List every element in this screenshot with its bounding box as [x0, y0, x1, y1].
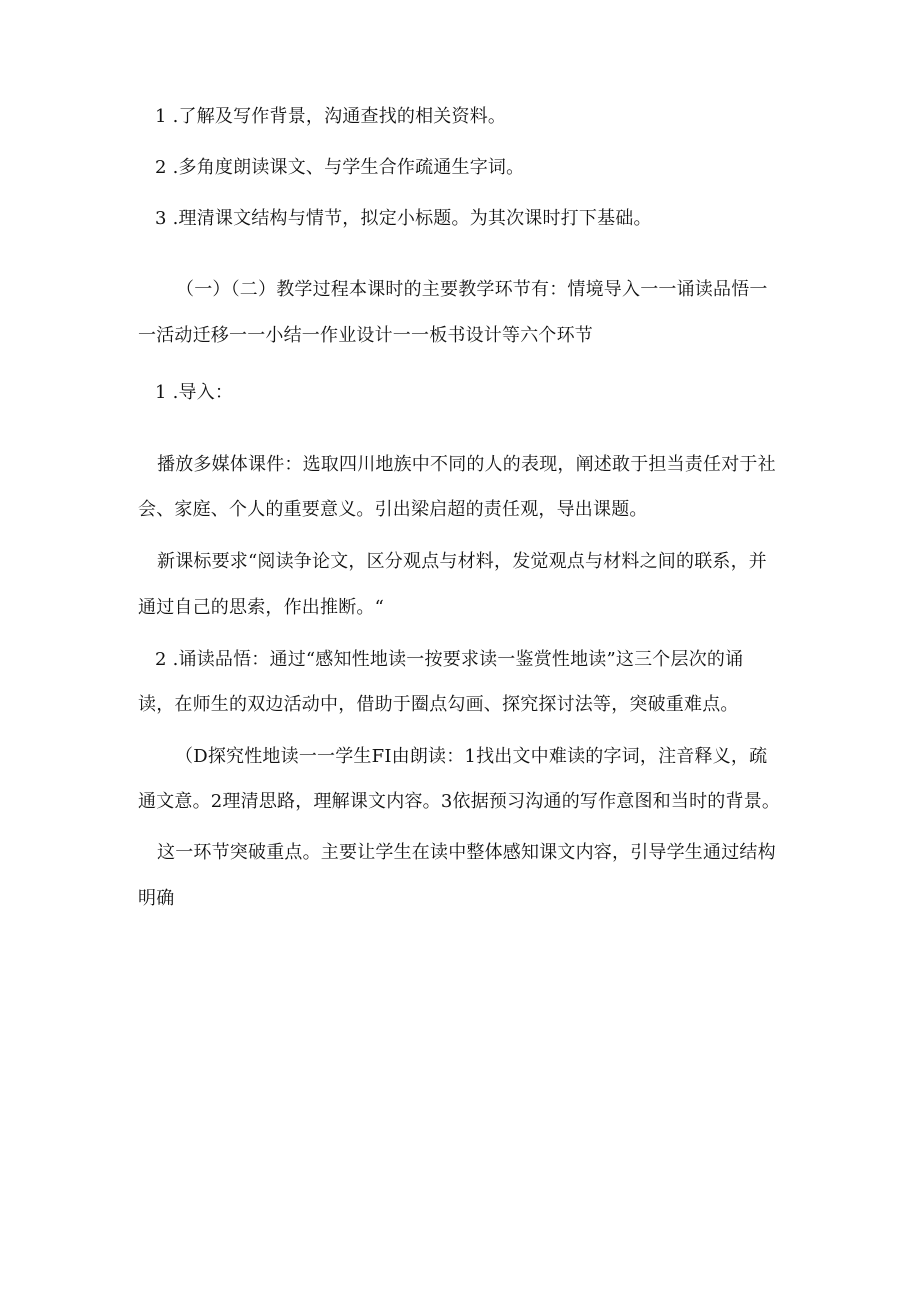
reading-paragraph-line-1: 2 .诵读品悟：通过“感知性地读一按要求读一鉴赏性地读”这三个层次的诵 — [155, 649, 744, 670]
focus-paragraph-line-2: 明确 — [138, 888, 175, 909]
standard-paragraph-line-1: 新课标要求“阅读争论文，区分观点与材料，发觉观点与材料之间的联系，并 — [157, 551, 767, 572]
standard-paragraph-line-2: 通过自己的思索，作出推断。“ — [138, 597, 385, 618]
objective-2: 2 .多角度朗读课文、与学生合作疏通生字词。 — [155, 157, 525, 178]
process-intro-line-1: （一）（二）教学过程本课时的主要教学环节有：情境导入一一诵读品悟一 — [176, 279, 768, 300]
explore-paragraph-line-2: 通文意。2理清思路，理解课文内容。3依据预习沟通的写作意图和当时的背景。 — [138, 791, 781, 812]
objective-3: 3 .理清课文结构与情节，拟定小标题。为其次课时打下基础。 — [155, 208, 652, 229]
import-paragraph-line-2: 会、家庭、个人的重要意义。引出梁启超的责任观，导出课题。 — [138, 499, 648, 520]
objective-1: 1 .了解及写作背景，沟通查找的相关资料。 — [155, 106, 507, 127]
section-heading-import: 1 .导入： — [155, 382, 234, 403]
import-paragraph-line-1: 播放多媒体课件：选取四川地族中不同的人的表现，阐述敢于担当责任对于社 — [157, 454, 776, 475]
focus-paragraph-line-1: 这一环节突破重点。主要让学生在读中整体感知课文内容，引导学生通过结构 — [157, 842, 776, 863]
explore-paragraph-line-1: （D探究性地读一一学生FI由朗读：1找出文中难读的字词，注音释义，疏 — [175, 746, 768, 767]
reading-paragraph-line-2: 读，在师生的双边活动中，借助于圈点勾画、探究探讨法等，突破重难点。 — [138, 694, 739, 715]
process-intro-line-2: 一活动迁移一一小结一作业设计一一板书设计等六个环节 — [138, 325, 593, 346]
